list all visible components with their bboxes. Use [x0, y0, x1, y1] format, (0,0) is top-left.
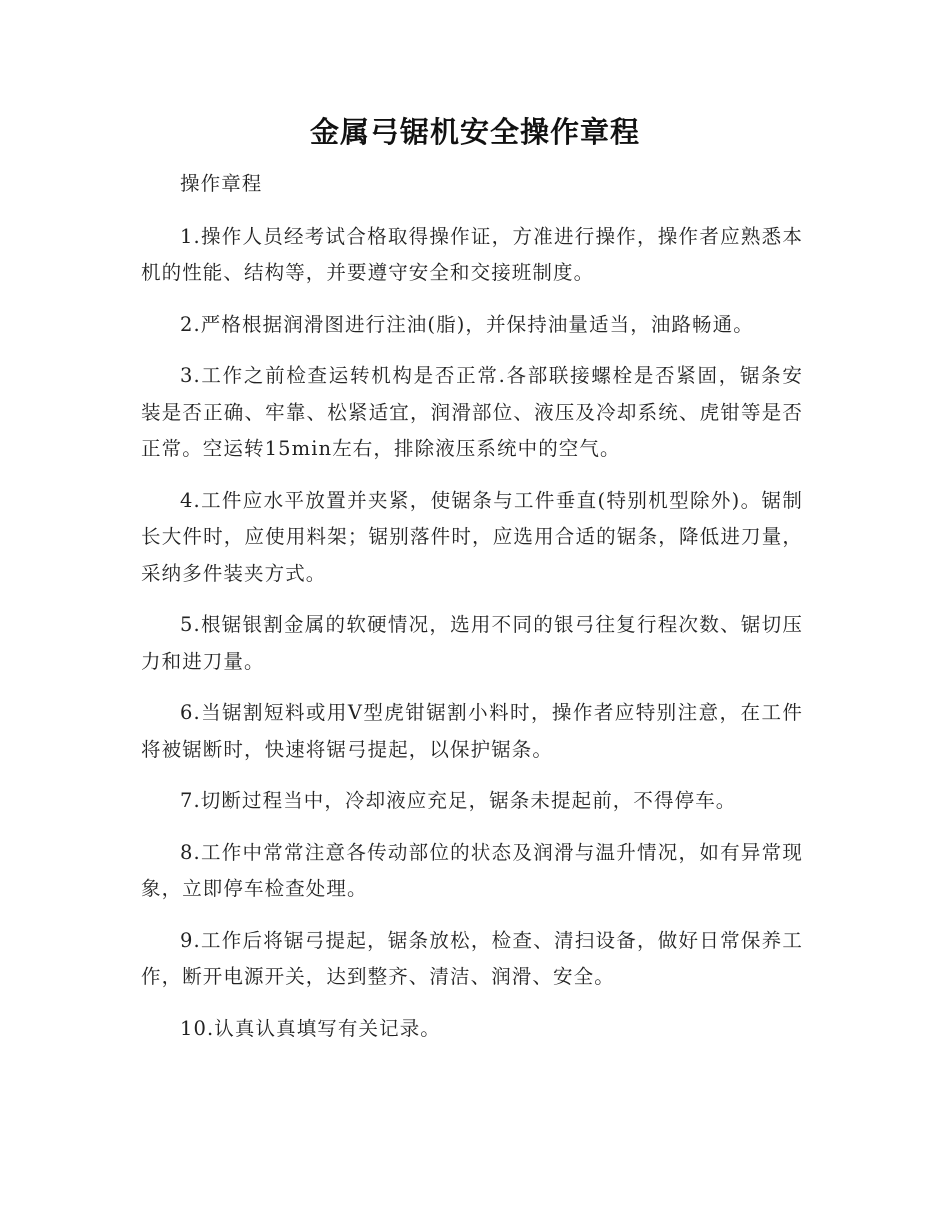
document-title: 金属弓锯机安全操作章程 — [309, 115, 640, 149]
paragraph-7: 7.切断过程当中，冷却液应充足，锯条未提起前，不得停车。 — [180, 789, 737, 812]
paragraph-5: 5.根锯银割金属的软硬情况，选用不同的银弓往复行程次数、锯切压力和进刀量。 — [141, 613, 803, 673]
paragraph-1: 1.操作人员经考试合格取得操作证，方准进行操作，操作者应熟悉本机的性能、结构等，并要遵守安全和交接班制度。 — [141, 224, 803, 284]
section-heading: 操作章程 — [180, 172, 263, 195]
paragraph-9: 9.工作后将锯弓提起，锯条放松，检查、清扫设备，做好日常保养工作，断开电源开关，达到整齐、清洁、润滑、安全。 — [141, 928, 803, 988]
paragraph-10: 10.认真认真填写有关记录。 — [180, 1016, 441, 1040]
document-body — [141, 166, 803, 1062]
paragraph-2: 2.严格根据润滑图进行注油(脂)，并保持油量适当，油路畅通。 — [180, 312, 754, 336]
paragraph-4: 4.工件应水平放置并夹紧，使锯条与工件垂直(特别机型除外)。锯制长大件时，应使用料架；锯别落件时，应选用合适的锯条，降低进刀量，采纳多件装夹方式。 — [141, 488, 803, 585]
paragraph-8: 8.工作中常常注意各传动部位的状态及润滑与温升情况，如有异常现象，立即停车检查处理。 — [141, 840, 803, 900]
paragraph-3: 3.工作之前检查运转机构是否正常.各部联接螺栓是否紧固，锯条安装是否正确、牢靠、松紧适宜，润滑部位、液压及冷却系统、虎钳等是否正常。空运转15min左右，排除液压系统中的空气。 — [141, 364, 803, 460]
paragraph-6: 6.当锯割短料或用V型虎钳锯割小料时，操作者应特别注意，在工件将被锯断时，快速将锯弓提起，以保护锯条。 — [141, 701, 803, 761]
